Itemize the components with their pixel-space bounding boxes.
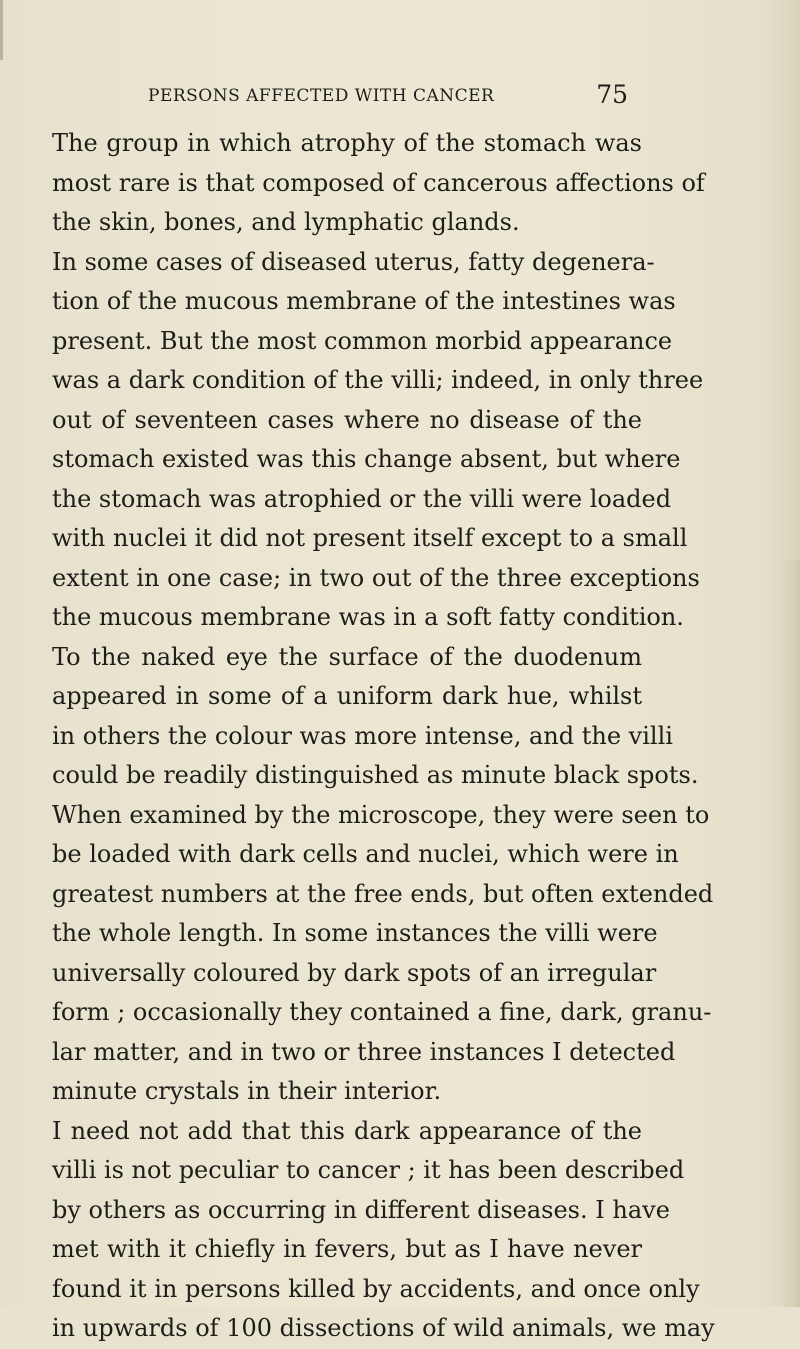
running-head: PERSONS AFFECTED WITH CANCER (148, 86, 495, 106)
page-header (148, 80, 628, 110)
text-line: stomach existed was this change absent, but where (52, 445, 681, 473)
text-line: minute crystals in their interior. (52, 1077, 442, 1105)
text-line: tion of the mucous membrane of the intestines was (52, 287, 676, 315)
text-line: be loaded with dark cells and nuclei, which were in (52, 840, 679, 868)
text-line: most rare is that composed of cancerous affections of (52, 168, 705, 197)
text-line: the mucous membrane was in a soft fatty condition. (52, 603, 684, 631)
text-line: appeared in some of a uniform dark hue, whilst (52, 682, 642, 710)
text-line: out of seventeen cases where no disease of the (52, 405, 642, 434)
text-line: could be readily distinguished as minute black spots. (52, 761, 699, 789)
text-line: lar matter, and in two or three instances I detected (52, 1037, 676, 1066)
body-text (52, 124, 715, 1349)
text-line: The group in which atrophy of the stomach was (52, 129, 642, 157)
text-line: universally coloured by dark spots of an irregular (52, 958, 657, 987)
text-line: the whole length. In some instances the villi were (52, 919, 658, 947)
text-line: To the naked eye the surface of the duodenum (52, 642, 642, 671)
page-edge-shadow (0, 0, 3, 60)
page-number: 75 (596, 80, 628, 109)
text-line: I need not add that this dark appearance of the (52, 1116, 642, 1145)
text-line: met with it chiefly in fevers, but as I have never (52, 1235, 642, 1263)
text-line: form ; occasionally they contained a fine, dark, granu- (52, 998, 712, 1026)
text-line: the stomach was atrophied or the villi were loaded (52, 484, 672, 513)
text-line: in others the colour was more intense, and the villi (52, 721, 673, 750)
text-line: with nuclei it did not present itself except to a small (52, 524, 688, 552)
text-line: was a dark condition of the villi; indeed, in only three (52, 366, 704, 394)
text-line: villi is not peculiar to cancer ; it has been described (52, 1156, 685, 1184)
text-line: in upwards of 100 dissections of wild animals, we may (52, 1314, 715, 1342)
text-line: In some cases of diseased uterus, fatty degenera- (52, 247, 655, 276)
page-edge-shadow (780, 560, 800, 1307)
text-line: the skin, bones, and lymphatic glands. (52, 208, 520, 236)
text-line: by others as occurring in different diseases. I have (52, 1195, 670, 1224)
text-line: present. But the most common morbid appearance (52, 326, 673, 355)
text-line: When examined by the microscope, they were seen to (52, 800, 710, 829)
text-line: found it in persons killed by accidents, and once only (52, 1274, 700, 1303)
text-line: greatest numbers at the free ends, but often extended (52, 879, 714, 908)
text-line: extent in one case; in two out of the three exceptions (52, 563, 700, 592)
